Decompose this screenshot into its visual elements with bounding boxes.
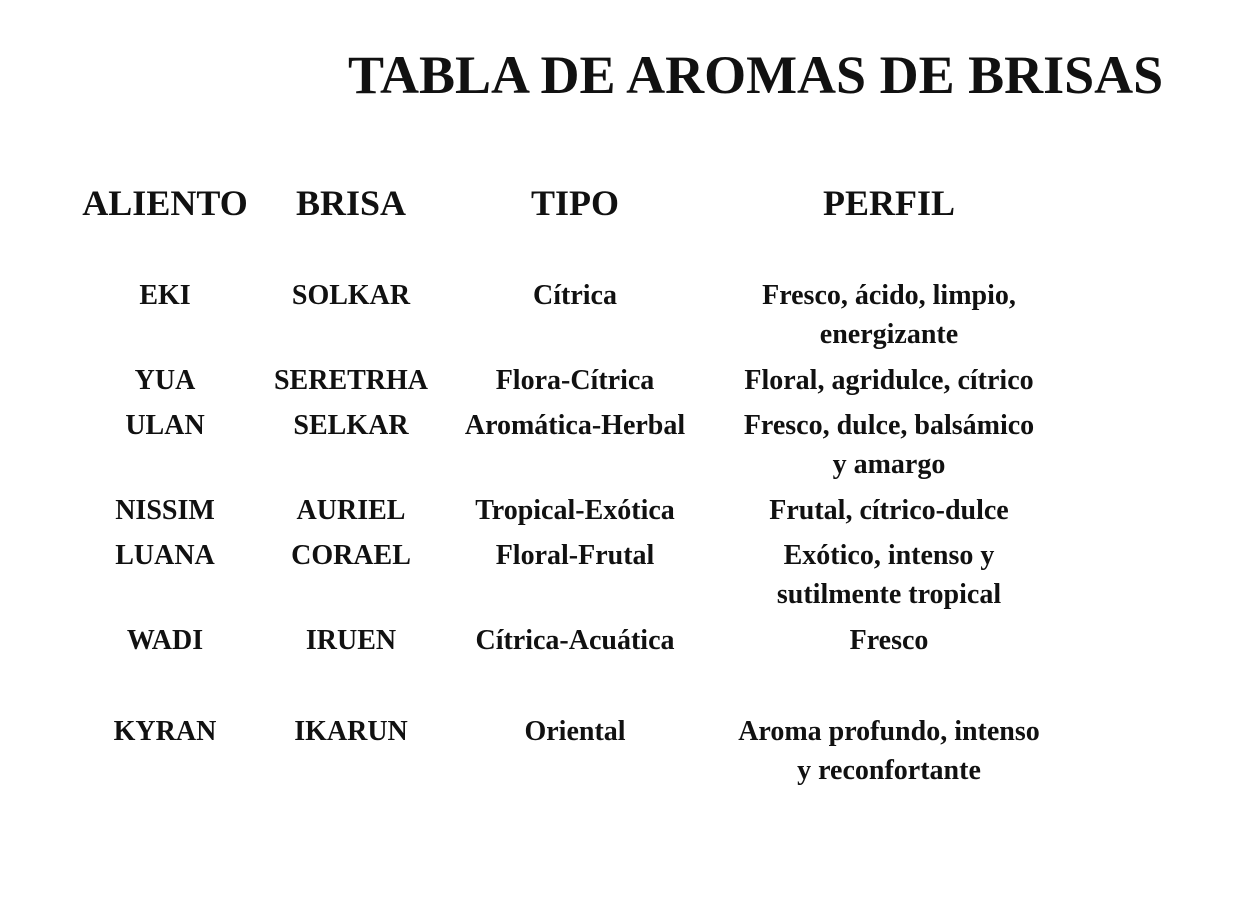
- cell-brisa-iruen: IRUEN: [305, 625, 397, 656]
- cell-brisa-ikarun: IKARUN: [294, 716, 408, 747]
- cell-tipo-oriental: Oriental: [524, 716, 626, 747]
- header-tipo: TIPO: [530, 183, 619, 223]
- cell-perfil-kyran-line-2: y reconfortante: [797, 755, 981, 786]
- cell-perfil-ulan: [705, 406, 1073, 484]
- cell-aliento-kyran: KYRAN: [113, 716, 217, 747]
- cell-tipo-citrica: Cítrica: [533, 280, 617, 311]
- cell-perfil-ulan-line-1: Fresco, dulce, balsámico: [743, 410, 1035, 441]
- cell-perfil-eki-line-2: energizante: [819, 319, 959, 350]
- cell-perfil-kyran-line-1: Aroma profundo, intenso: [738, 716, 1040, 747]
- page-title: TABLA DE AROMAS DE BRISAS: [348, 45, 1164, 105]
- cell-perfil-luana: [705, 536, 1073, 614]
- cell-tipo-citrica-acuatica: Cítrica-Acuática: [475, 625, 675, 656]
- cell-tipo-flora-citrica: Flora-Cítrica: [495, 365, 655, 396]
- cell-perfil-yua: [705, 361, 1073, 400]
- cell-aliento-yua: YUA: [134, 365, 196, 396]
- cell-aliento-eki: EKI: [139, 280, 191, 311]
- cell-perfil-kyran: [705, 712, 1073, 790]
- cell-brisa-corael: CORAEL: [291, 540, 411, 571]
- cell-perfil-nissim: [705, 491, 1073, 530]
- cell-perfil-eki-line-1: Fresco, ácido, limpio,: [762, 280, 1016, 311]
- cell-perfil-ulan-line-2: y amargo: [832, 449, 946, 480]
- cell-brisa-auriel: AURIEL: [296, 495, 406, 526]
- cell-brisa-seretrha: SERETRHA: [273, 365, 429, 396]
- cell-perfil-wadi-line-1: Fresco: [849, 625, 929, 656]
- header-aliento: ALIENTO: [82, 183, 248, 223]
- cell-tipo-aromatica-herbal: Aromática-Herbal: [464, 410, 686, 441]
- cell-aliento-nissim: NISSIM: [115, 495, 215, 526]
- header-brisa: BRISA: [295, 183, 407, 223]
- cell-brisa-selkar: SELKAR: [293, 410, 409, 441]
- cell-perfil-yua-line-1: Floral, agridulce, cítrico: [744, 365, 1034, 396]
- cell-brisa-solkar: SOLKAR: [291, 280, 411, 311]
- cell-perfil-wadi: [705, 621, 1073, 660]
- cell-aliento-ulan: ULAN: [125, 410, 205, 441]
- cell-tipo-floral-frutal: Floral-Frutal: [495, 540, 655, 571]
- cell-aliento-wadi: WADI: [126, 625, 204, 656]
- cell-perfil-eki: [705, 276, 1073, 354]
- cell-tipo-tropical-exotica: Tropical-Exótica: [475, 495, 675, 526]
- cell-perfil-nissim-line-1: Frutal, cítrico-dulce: [769, 495, 1009, 526]
- cell-aliento-luana: LUANA: [115, 540, 215, 571]
- header-perfil: PERFIL: [822, 183, 955, 223]
- cell-perfil-luana-line-2: sutilmente tropical: [776, 579, 1002, 610]
- cell-perfil-luana-line-1: Exótico, intenso y: [783, 540, 995, 571]
